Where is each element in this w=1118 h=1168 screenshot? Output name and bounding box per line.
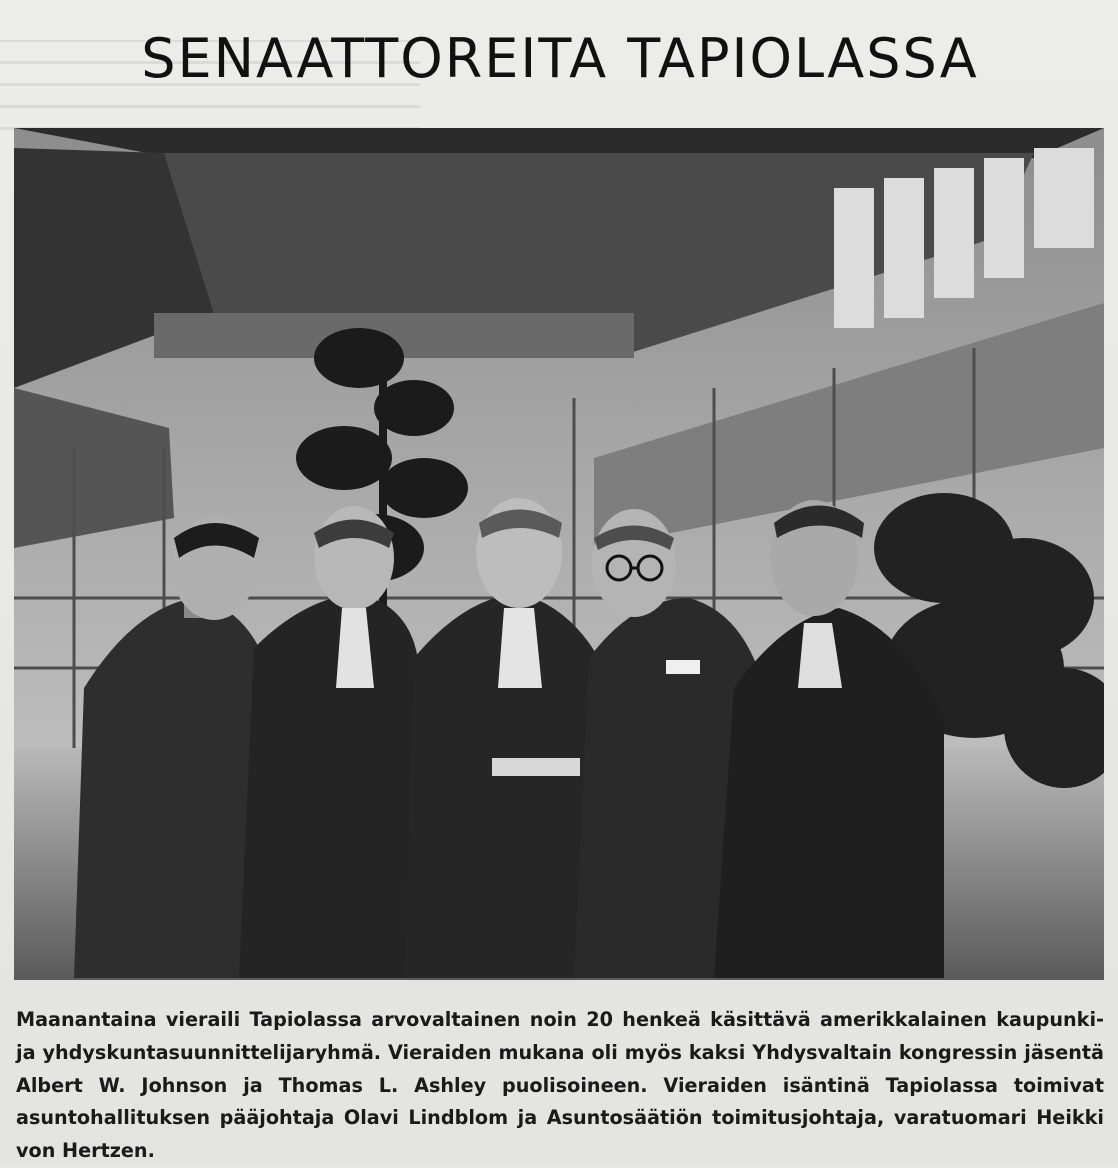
article-headline: SENAATTOREITA TAPIOLASSA <box>141 26 979 90</box>
photo-illustration <box>14 128 1104 980</box>
photo-caption: Maanantaina vieraili Tapiolassa arvovaltainen noin 20 henkeä käsittävä amerikkalainen kaupunki- ja yhdyskuntasuunnittelijaryhmä. Vieraiden mukana oli myös kaksi Yhdysvaltain kongressin jäsentä Albert W. Johnson ja Thomas L. Ashley puolisoineen. Vieraiden isäntinä Tapiolassa toimivat asuntohallituksen pääjohtaja Olavi Lindblom ja Asuntosäätiön toimitusjohtaja, varatuomari Heikki von Hertzen. <box>16 1008 1104 1163</box>
booklet-in-hand <box>492 758 580 776</box>
pocket-square <box>666 660 700 674</box>
article-photo <box>14 128 1104 980</box>
